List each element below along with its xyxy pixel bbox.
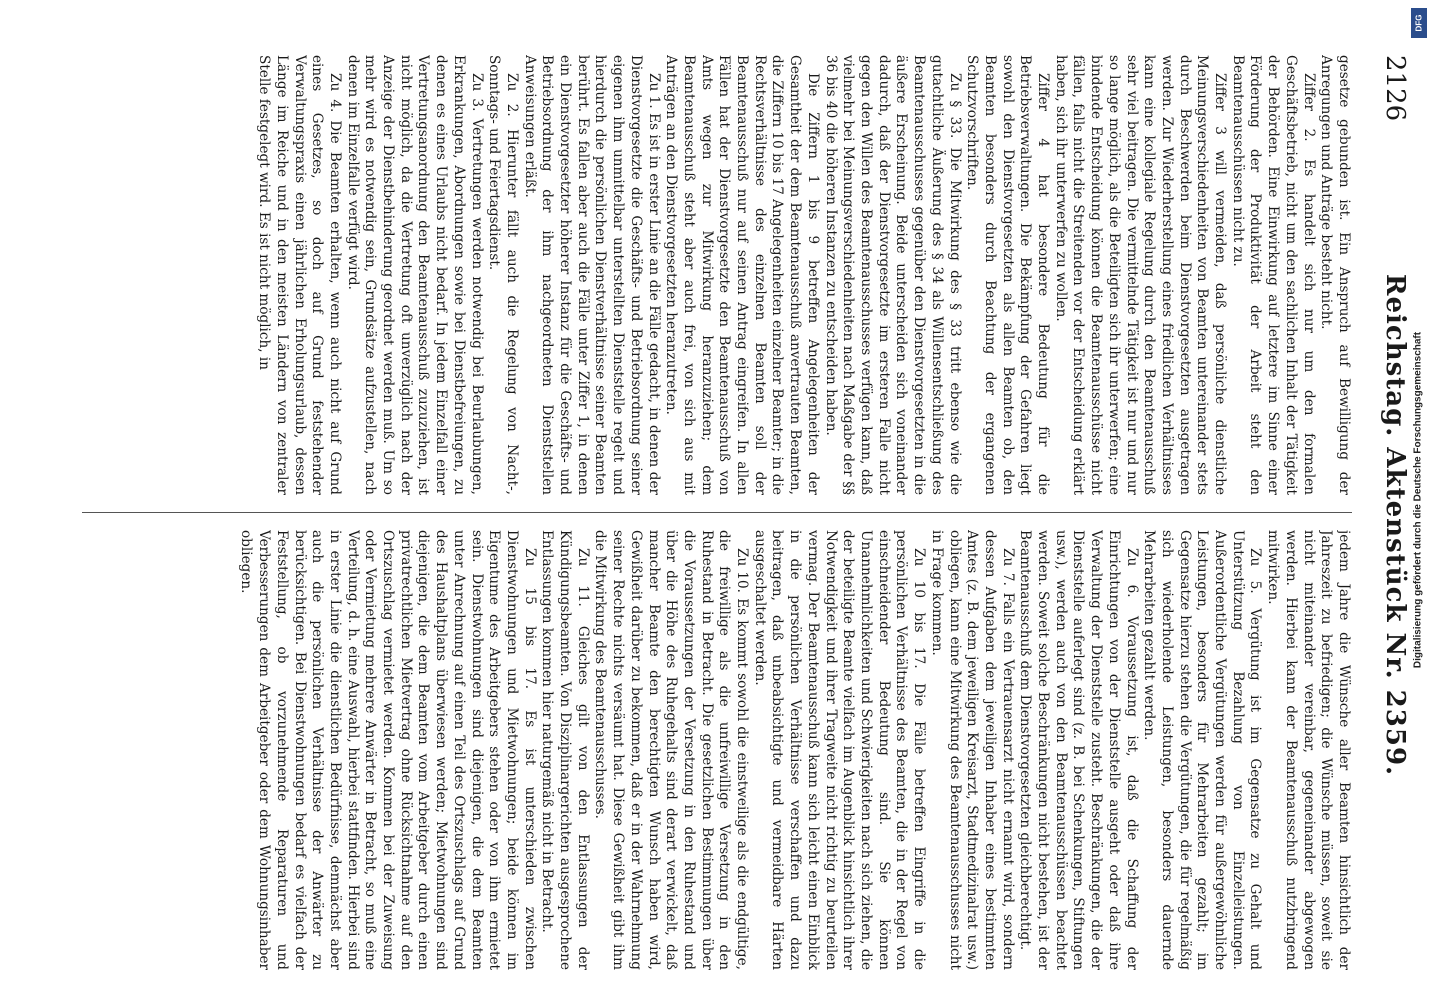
dfg-logo-badge [1411, 8, 1427, 38]
paragraph: Zu 3. Vertretungen werden notwendig bei Beurlaubungen, Erkrankungen, Abordnungen sowie bei Dienstbefreiungen, zu denen es eines Urlaubs nicht bedarf. In jedem Einzelfall einer Vertretungsanordnung den Beamtenausschuß zuzuziehen, ist nicht möglich, da die Vertretung oft unverzüglich nach der Anzeige der Dienstbehinderung geordnet werden muß. Um so mehr wird es notwendig sein, Grundsätze aufzustellen, nach denen im Einzelfalle verfügt wird. [344, 55, 485, 495]
paragraph: Die Ziffern 1 bis 9 betreffen Angelegenheiten der Gesamtheit der dem Beamtenausschuß anvertrauten Beamten, die Ziffern 10 bis 17 Angelegenheiten einzelner Beamter; in die Rechtsverhältnisse des einzelnen Beamten soll der Beamtenausschuß nur auf seinen Antrag eingreifen. In allen Fällen hat der Dienstvorgesetzte den Beamtenausschuß von Amts wegen zur Mitwirkung heranzuziehen; dem Beamtenausschuß steht aber auch frei, von sich aus mit Anträgen an den Dienstvorgesetzten heranzutreten. [663, 55, 821, 495]
paragraph: Zu 6. Voraussetzung ist, daß die Schaffung der Einrichtungen von der Dienststelle ausgeht oder daß ihre Verwaltung der Dienststelle zusteht. Beschränkungen, die der Dienststelle auferlegt sind (z. B. bei Schenkungen, Stiftungen usw.), werden auch von den Beamtenausschüssen beachtet werden. Soweit solche Beschränkungen nicht bestehen, ist der Beamtenausschuß dem Dienstvorgesetzten gleichberechtigt. [1017, 530, 1140, 970]
paragraph: Zu 1. Es ist in erster Linie an die Fälle gedacht, in denen der Dienstvorgesetzte die Geschäfts- und Betriebsordnung seiner eigenen ihm unmittelbar unterstellten Dienststelle regelt und hierdurch die persönlichen Dienstverhältnisse seiner Beamten berührt. Es fallen aber auch die Fälle unter Ziffer 1, in denen ein Dienstvorgesetzter höherer Instanz für die Geschäfts- und Betriebsordnung der ihm nachgeordneten Dienststellen Anweisungen erläßt. [521, 55, 662, 495]
paragraph: gesetze gebunden ist. Ein Anspruch auf Bewilligung der Anregungen und Anträge besteht nicht. [1318, 55, 1352, 495]
text-column-right [72, 530, 1352, 970]
paragraph: Zu 10. Es kommt sowohl die einstweilige als die endgültige, die freiwillige als die unfreiwillige Versetzung in den Ruhestand in Betracht. Die gesetzlichen Bestimmungen über die Voraussetzungen der Versetzung in den Ruhestand und über die Höhe des Ruhegehalts sind derart verwickelt, daß mancher Beamte den berechtigten Wunsch haben wird, Gewißheit darüber zu bekommen, daß er in der Wahrnehmung seiner Rechte nichts versäumt hat. Diese Gewißheit gibt ihm die Mitwirkung des Beamtenausschusses. [592, 530, 751, 970]
paragraph: Ziffer 3 will vermeiden, daß persönliche dienstliche Meinungsverschiedenheiten von Beamten untereinander stets durch Beschwerden beim Dienstvorgesetzten ausgetragen werden. Zur Wiederherstellung eines friedlichen Verhältnisses kann eine kollegiale Regelung durch den Beamtenausschuß sehr viel beitragen. Die vermittelnde Tätigkeit ist nur und nur so lange möglich, als die Beteiligten sich ihr unterwerfen; eine bindende Entscheidung können die Beamtenausschüsse nicht fällen, falls nicht die Streitenden vor der Entscheidung erklärt haben, sich ihr unterwerfen zu wollen. [1052, 55, 1229, 495]
dfg-logo-text: DFG [1414, 14, 1424, 32]
text-column-left [72, 55, 1352, 495]
paragraph: Zu 15 bis 17. Es ist unterschieden zwischen Dienstwohnungen und Mietwohnungen; beide können im Eigentume des Arbeitgebers stehen oder von ihm ermietet sein. Dienstwohnungen sind diejenigen, die dem Beamten unter Anrechnung auf einen Teil des Ortszuschlags auf Grund des Haushaltplans überwiesen werden; Mietwohnungen sind diejenigen, die dem Beamten vom Arbeitgeber durch einen privatrechtlichen Mietvertrag ohne Rücksichtnahme auf den Ortszuschlag vermietet werden. Kommen bei der Zuweisung oder Vermietung mehrere Anwärter in Betracht, so muß eine Verteilung, d. h. eine Auswahl, hierbei stattfinden. Hierbei sind in erster Linie die dienstlichen Bedürfnisse, demnächst aber auch die persönlichen Verhältnisse der Anwärter zu berücksichtigen. Bei Dienstwohnungen bedarf es vielfach der Feststellung, ob vorzunehmende Reparaturen und Verbesserungen dem Arbeitgeber oder dem Wohnungsinhaber obliegen. [238, 530, 538, 970]
column-divider [82, 512, 1352, 513]
paragraph: Ziffer 4 hat besondere Bedeutung für die Betriebsverwaltungen. Die Bekämpfung der Gefahren liegt sowohl den Dienstvorgesetzten als allen Beamten ob, den Beamten besonders durch Beachtung der ergangenen Schutzvorschriften. [964, 55, 1052, 495]
rotated-scanned-page [60, 55, 1410, 995]
paragraph: Zu 2. Hierunter fällt auch die Regelung von Nacht-, Sonntags- und Feiertagsdienst. [486, 55, 520, 495]
paragraph: jedem Jahre die Wünsche aller Beamten hinsichtlich der Jahreszeit zu befriedigen; die Wünsche müssen, soweit sie nicht miteinander vereinbar, gegeneinander abgewogen werden. Hierbei kann der Beamtenausschuß nutzbringend mitwirken. [1265, 530, 1352, 970]
paragraph: Ziffer 2. Es handelt sich nur um den formalen Geschäftsbetrieb, nicht um den sachlichen Inhalt der Tätigkeit der Behörden. Eine Einwirkung auf letztere im Sinne einer Förderung der Produktivität der Arbeit steht den Beamtenausschüssen nicht zu. [1229, 55, 1317, 495]
digitization-note: Digitalisierung gefördert durch die Deutsche Forschungsgemeinschaft [1412, 331, 1424, 669]
page-number: 2126 [1380, 55, 1410, 122]
paragraph: Zu 10 bis 17. Die Fälle betreffen Eingriffe in die persönlichen Verhältnisse des Beamten, die in der Regel von einschneidender Bedeutung sind. Sie können Unannehmlichkeiten und Schwierigkeiten nach sich ziehen, die der beteiligte Beamte vielfach im Augenblick hinsichtlich ihrer Notwendigkeit und ihrer Tragweite nicht richtig zu beurteilen vermag. Der Beamtenausschuß kann sich leicht einen Einblick in die persönlichen Verhältnisse verschaffen und dazu beitragen, daß unbeabsichtigte und vermeidbare Härten ausgeschaltet werden. [751, 530, 928, 970]
paragraph: Zu 4. Die Beamten erhalten, wenn auch nicht auf Grund eines Gesetzes, so doch auf Grund feststehender Verwaltungspraxis einen jährlichen Erholungsurlaub, dessen Länge im Reiche und in den meisten Ländern von zentraler Stelle festgelegt wird. Es ist nicht möglich, in [256, 55, 343, 495]
paragraph: Zu 11. Gleiches gilt von den Entlassungen der Kündigungsbeamten. Von Disziplinargerichten ausgesprochene Entlassungen kommen hier naturgemäß nicht in Betracht. [539, 530, 591, 970]
page-header [1362, 55, 1410, 995]
page-title: Reichstag. Aktenstück Nr. 2359. [1380, 273, 1410, 777]
paragraph: Zu § 33. Die Mitwirkung des § 33 tritt ebenso wie die gutachtliche Äußerung des § 34 als Willensentschließung des Beamtenausschusses gegenüber den Dienstvorgesetzten in die äußere Erscheinung. Beide unterscheiden sich voneinander dadurch, daß der Dienstvorgesetzte im ersteren Falle nicht gegen den Willen des Beamtenausschusses verfügen kann, daß vielmehr bei Meinungsverschiedenheiten nach Maßgabe der §§ 36 bis 40 die höheren Instanzen zu entscheiden haben. [822, 55, 963, 495]
paragraph: Zu 7. Falls ein Vertrauensarzt nicht ernannt wird, sondern dessen Aufgaben dem jeweiligen Inhaber eines bestimmten Amtes (z. B. dem jeweiligen Kreisarzt, Stadtmedizinalrat usw.) obliegen, kann eine Mitwirkung des Beamtenausschusses nicht in Frage kommen. [928, 530, 1016, 970]
paragraph: Zu 5. Vergütung ist im Gegensatze zu Gehalt und Unterstützung Bezahlung von Einzelleistungen. Außerordentliche Vergütungen werden für außergewöhnliche Leistungen, besonders für Mehrarbeiten gezahlt; im Gegensatze hierzu stehen die Vergütungen, die für regelmäßig sich wiederholende Leistungen, besonders dauernde Mehrarbeiten gezahlt werden. [1141, 530, 1264, 970]
